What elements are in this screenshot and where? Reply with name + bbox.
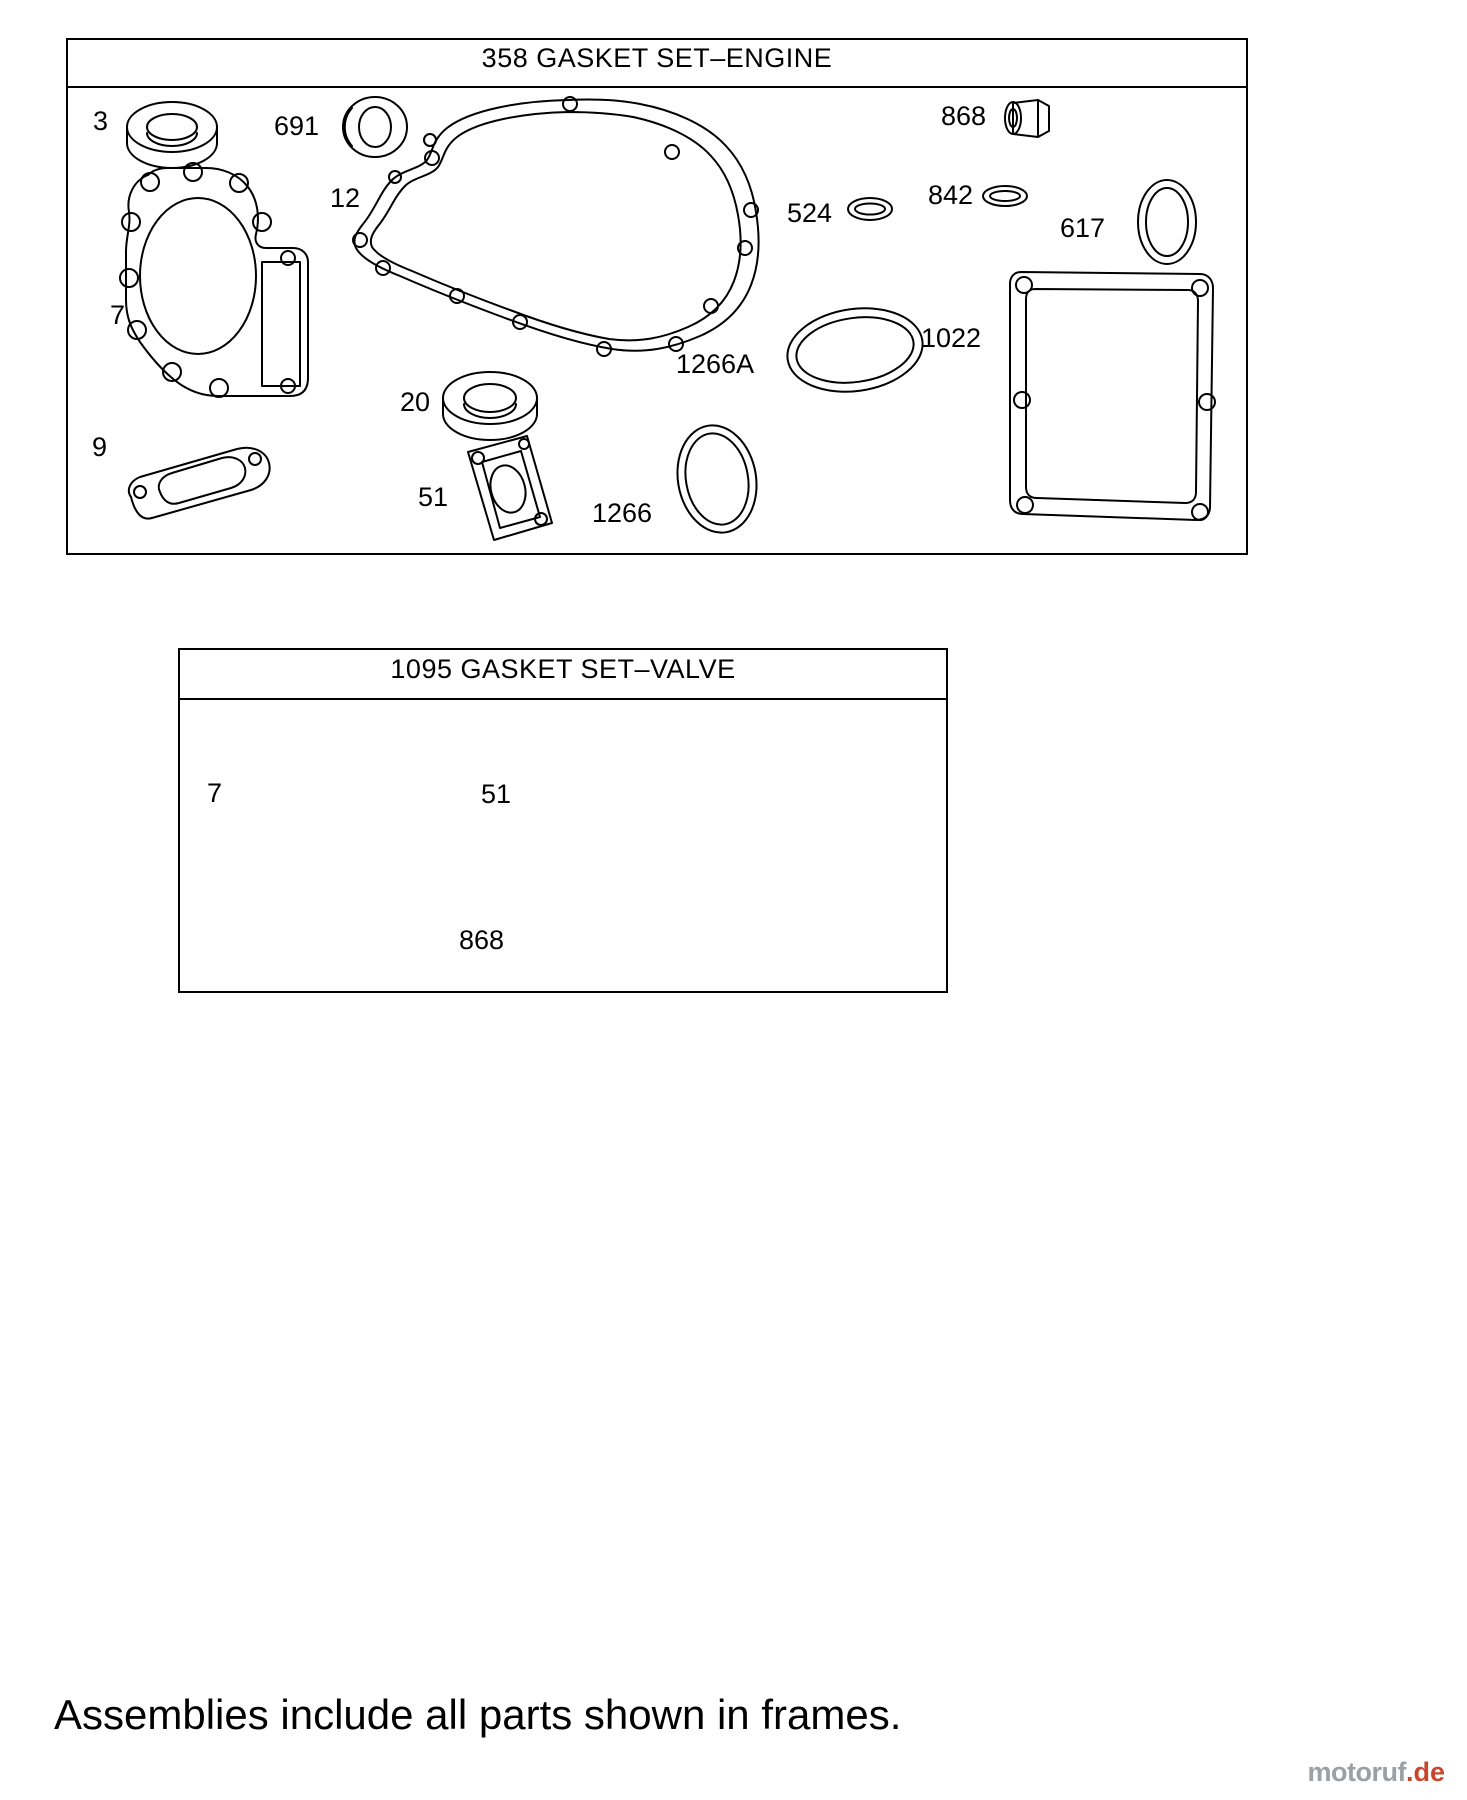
watermark bbox=[1308, 1759, 1446, 1786]
callout-842: 842 bbox=[928, 180, 974, 210]
callout-7-valve: 7 bbox=[207, 778, 223, 808]
frame-gasket-set-engine bbox=[66, 38, 1248, 555]
watermark-tld: .de bbox=[1405, 1757, 1445, 1787]
callout-51-engine: 51 bbox=[418, 482, 449, 512]
footnote-text: Assemblies include all parts shown in frames. bbox=[54, 1691, 902, 1738]
callout-12: 12 bbox=[330, 183, 361, 213]
frame-title-engine: 358 GASKET SET–ENGINE bbox=[481, 43, 833, 73]
frame-title-bar-engine bbox=[68, 40, 1246, 88]
callout-51-valve: 51 bbox=[481, 779, 512, 809]
callout-617: 617 bbox=[1060, 213, 1106, 243]
frame-gasket-set-valve bbox=[178, 648, 948, 993]
watermark-name: motoruf bbox=[1307, 1757, 1406, 1787]
callout-7-engine: 7 bbox=[110, 300, 126, 330]
callout-868-engine: 868 bbox=[941, 101, 987, 131]
callout-1266: 1266 bbox=[592, 498, 653, 528]
callout-524: 524 bbox=[787, 198, 833, 228]
frame-title-bar-valve bbox=[180, 650, 946, 700]
callout-3: 3 bbox=[93, 106, 109, 136]
callout-868-valve: 868 bbox=[459, 925, 505, 955]
callout-9: 9 bbox=[92, 432, 108, 462]
callout-1266a: 1266A bbox=[676, 349, 755, 379]
callout-20: 20 bbox=[400, 387, 431, 417]
frame-title-valve: 1095 GASKET SET–VALVE bbox=[390, 654, 736, 684]
callout-1022: 1022 bbox=[921, 323, 982, 353]
callout-691: 691 bbox=[274, 111, 320, 141]
